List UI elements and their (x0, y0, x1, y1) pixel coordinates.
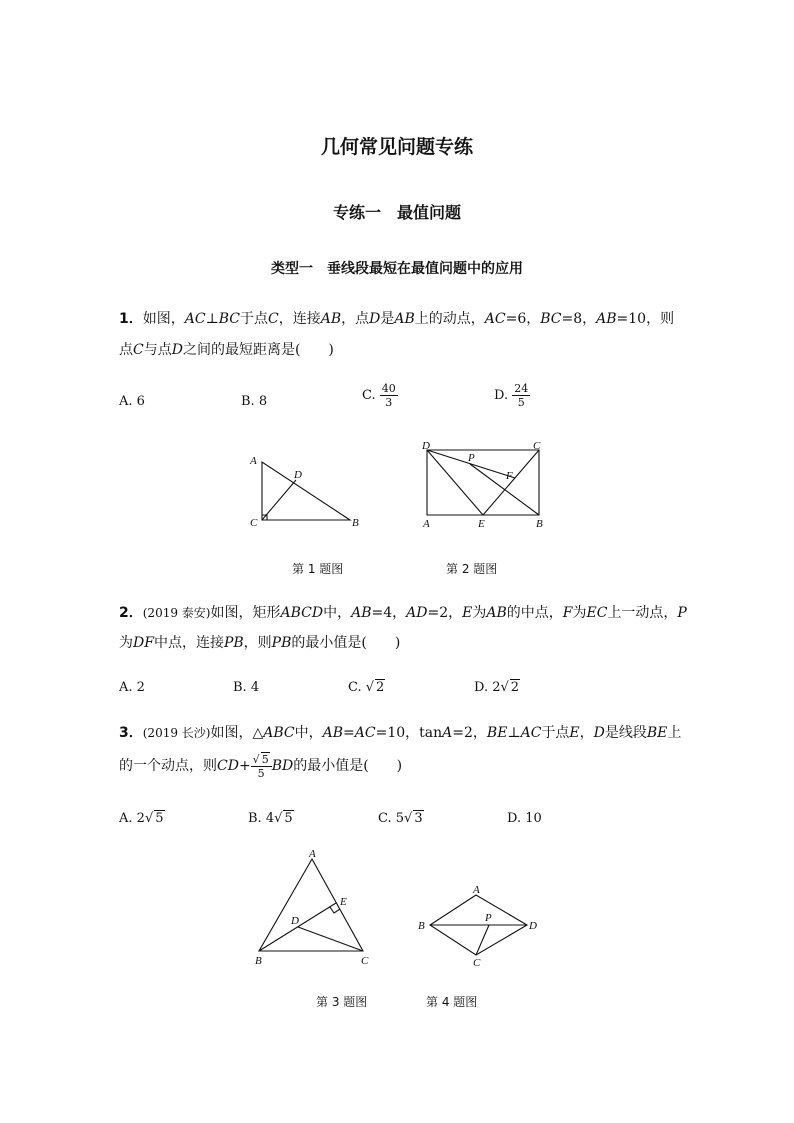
q3-text: 的最小值是( ) (293, 758, 403, 774)
option-label: B. 4 (248, 811, 275, 826)
radicand: 5 (155, 811, 164, 826)
q2-text: 中， (323, 605, 352, 621)
q1-text: ，连接 (278, 311, 321, 327)
label-p: P (485, 912, 492, 924)
q2-option-c[interactable]: C. √ 2 (348, 680, 385, 695)
q1-text: 是 (380, 311, 395, 327)
q1-option-a[interactable]: A. 6 (119, 394, 145, 409)
label-a: A (250, 455, 257, 467)
fraction (251, 753, 272, 780)
label-c: C (473, 957, 481, 969)
label-b: B (418, 920, 425, 932)
segment-dc (298, 927, 363, 951)
q2-math: DF (133, 635, 154, 651)
radicand: 3 (414, 811, 423, 826)
q2-math: AB (351, 605, 372, 621)
q2-math: P (677, 605, 687, 621)
denominator: 3 (385, 396, 393, 409)
q3-option-d[interactable]: D. 10 (507, 811, 542, 826)
question-3-line-1 (119, 719, 681, 747)
q3-math: BE⊥AC (486, 725, 542, 741)
fraction (380, 382, 398, 409)
segment-pc (476, 925, 489, 955)
q1-math: BC (540, 311, 562, 327)
option-label: C. (362, 388, 376, 403)
option-label: C. 5 (378, 811, 405, 826)
q3-math: CD (217, 758, 239, 774)
q3-text: ， (579, 725, 594, 741)
segment-ec (483, 450, 539, 515)
q1-text: 如图， (142, 311, 185, 327)
radicand: 2 (376, 680, 385, 695)
label-c: C (361, 955, 369, 967)
q1-option-d[interactable] (494, 382, 530, 409)
question-source: (2019 长沙) (142, 726, 211, 740)
numerator: √ 5 (251, 753, 272, 767)
subtitle: 专练一 最值问题 (332, 203, 461, 222)
numerator: 24 (514, 382, 529, 395)
figure-1-caption: 第 1 题图 (292, 562, 344, 576)
q3-text: =2， (452, 725, 487, 741)
q3-option-c[interactable]: C. 5√ 3 (378, 811, 423, 826)
label-c: C (250, 517, 258, 529)
q2-text: 中点，连接 (153, 635, 224, 651)
q3-text: 上 (667, 725, 682, 741)
label-a: A (309, 848, 316, 860)
q1-math: AB (394, 311, 415, 327)
q3-text: 的一个动点，则 (119, 758, 217, 774)
fraction (512, 382, 530, 409)
q1-math: D (171, 342, 183, 358)
q1-math: AB (596, 311, 617, 327)
q2-option-b[interactable]: B. 4 (233, 680, 260, 695)
q2-text: 的中点， (506, 605, 563, 621)
q1-text: 上的动点， (414, 311, 485, 327)
question-3-number: 3． (119, 725, 143, 741)
radicand: 2 (510, 680, 520, 695)
label-a: A (473, 884, 480, 896)
section-heading: 类型一 垂线段最短在最值问题中的应用 (271, 261, 523, 277)
segment-be (259, 903, 336, 951)
q3-text: = (343, 725, 355, 741)
q2-text: =4， (371, 605, 407, 621)
label-d: D (291, 915, 299, 927)
triangle-abc (259, 859, 363, 951)
q2-text: ，则 (243, 635, 272, 651)
q1-math: AC⊥BC (184, 311, 240, 327)
question-1-line-2 (119, 336, 334, 364)
q1-math: AC (484, 311, 506, 327)
q1-math: C (133, 342, 144, 358)
option-label: C. (348, 680, 362, 695)
figure-3 (245, 845, 385, 970)
q1-text: 之间的最短距离是( ) (182, 342, 334, 358)
q1-text: =8， (561, 311, 597, 327)
q2-option-d[interactable]: D. 2√ 2 (474, 680, 520, 695)
page-title: 几何常见问题专练 (320, 136, 473, 158)
label-a: A (423, 518, 430, 530)
segment-pb (470, 464, 539, 515)
q2-math: PB (271, 635, 292, 651)
q2-text: 上一动点， (607, 605, 678, 621)
denominator: 5 (257, 766, 265, 780)
figure-2 (410, 435, 560, 535)
q3-text: 于点 (541, 725, 570, 741)
q2-math: EC (586, 605, 608, 621)
label-b: B (352, 517, 359, 529)
numerator: 40 (381, 382, 396, 395)
label-p: P (468, 452, 475, 464)
q3-text: 是线段 (604, 725, 647, 741)
figure-4 (410, 880, 550, 970)
label-c: C (533, 440, 541, 452)
question-2-line-1 (119, 599, 687, 627)
label-d: D (294, 469, 302, 481)
q3-math: E (569, 725, 580, 741)
q2-text: 为 (119, 635, 133, 651)
q2-math: F (562, 605, 573, 621)
q3-math: ABC (263, 725, 295, 741)
triangle-abc (262, 462, 350, 520)
label-e: E (478, 518, 485, 530)
option-label: D. 2 (474, 680, 501, 695)
q2-text: 为 (572, 605, 587, 621)
q3-text: =10，tan (375, 725, 443, 741)
q1-math: C (268, 311, 279, 327)
figure-1 (240, 440, 370, 540)
q1-text: ，点 (341, 311, 370, 327)
label-f: F (506, 470, 513, 482)
q2-math: ABCD (280, 605, 324, 621)
q3-option-b[interactable]: B. 4√ 5 (248, 811, 293, 826)
question-2-number: 2． (119, 605, 143, 621)
q2-math: E (462, 605, 473, 621)
q3-math: AB (322, 725, 344, 741)
q2-text: 为 (472, 605, 487, 621)
label-b: B (255, 955, 262, 967)
question-1-number: 1． (119, 311, 143, 327)
q1-text: 于点 (240, 311, 268, 327)
label-b: B (536, 518, 543, 530)
figure-3-caption: 第 3 题图 (316, 995, 368, 1009)
q1-text: 与点 (143, 342, 172, 358)
question-source: (2019 泰安) (142, 606, 211, 620)
q2-text: 的最小值是( ) (291, 635, 401, 651)
radicand: 5 (261, 752, 269, 766)
q2-math: AD (406, 605, 428, 621)
q3-math: AC (354, 725, 376, 741)
label-e: E (340, 896, 347, 908)
q3-math: BE (646, 725, 668, 741)
q2-text: =2， (427, 605, 463, 621)
q3-option-a[interactable]: A. 2√ 5 (119, 811, 164, 826)
q3-math: A (442, 725, 453, 741)
q3-text: 中， (294, 725, 323, 741)
q1-text: =6， (505, 311, 541, 327)
q1-math: AB (320, 311, 342, 327)
q1-option-c[interactable] (362, 382, 398, 409)
q1-math: D (369, 311, 381, 327)
q1-option-b[interactable]: B. 8 (241, 394, 268, 409)
rectangle-abcd (427, 450, 539, 515)
figure-4-caption: 第 4 题图 (426, 995, 478, 1009)
q2-text: 如图，矩形 (210, 605, 281, 621)
q2-math: AB (486, 605, 507, 621)
q2-option-a[interactable]: A. 2 (119, 680, 145, 695)
denominator: 5 (517, 396, 525, 409)
question-2-line-2 (119, 629, 400, 657)
q2-math: PB (223, 635, 244, 651)
label-d: D (422, 440, 430, 452)
figure-2-caption: 第 2 题图 (446, 562, 498, 576)
option-label: D. (494, 388, 509, 403)
radicand: 5 (284, 811, 293, 826)
question-1-line-1 (119, 305, 674, 333)
segment-cd (262, 480, 296, 520)
q3-math: D (593, 725, 605, 741)
question-3-line-2 (119, 752, 402, 780)
label-d: D (529, 920, 537, 932)
q1-text: 点 (119, 342, 133, 358)
q3-text: + (238, 758, 251, 774)
q3-text: 如图，△ (210, 725, 264, 741)
option-label: A. 2 (119, 811, 145, 826)
q3-math: BD (271, 758, 294, 774)
q1-text: =10，则 (616, 311, 675, 327)
